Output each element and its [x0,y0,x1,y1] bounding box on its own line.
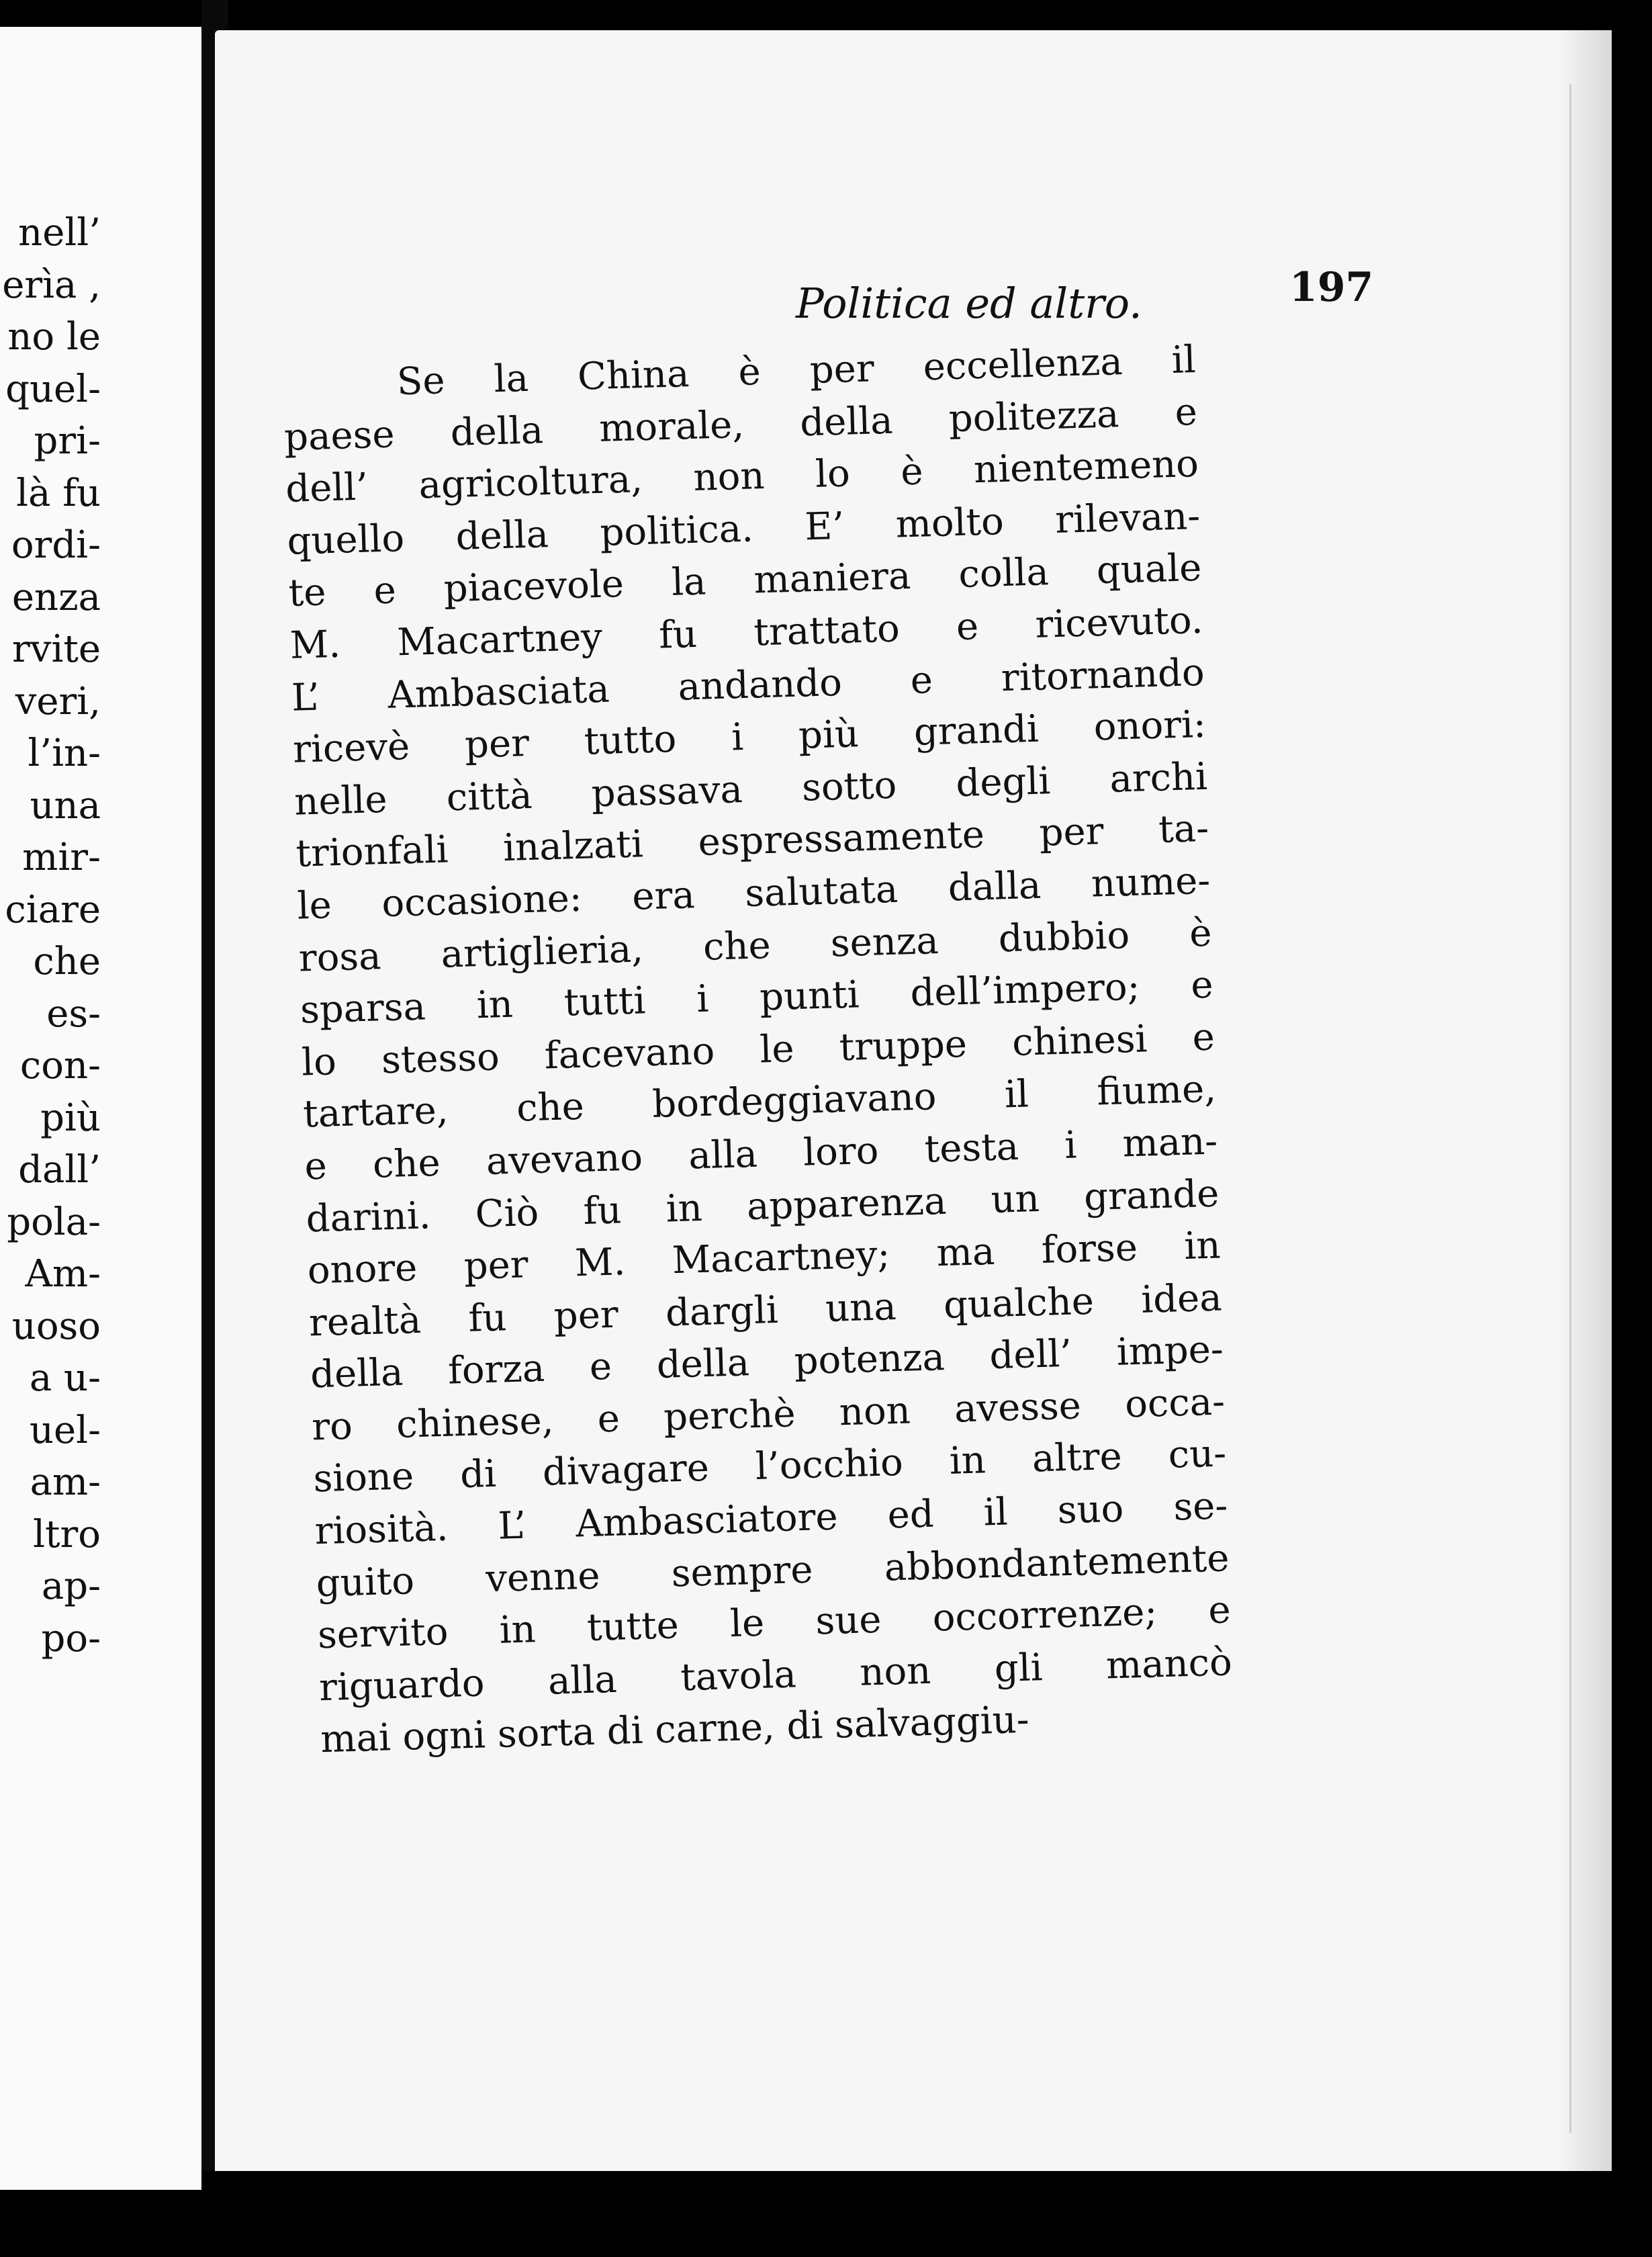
text-line: guito venne sempre abbondantemente [315,1536,1230,1605]
text-line: lo stesso facevano le truppe chinesi e [301,1015,1215,1085]
page-edge-shadow [1558,30,1612,2173]
text-line: e che avevano alla loro testa i man- [304,1119,1218,1189]
facing-line: uoso [11,1304,101,1348]
text-line: riguardo alla tavola non gli mancò [318,1640,1233,1710]
body-text [282,334,1234,1766]
text-line: M. Macartney fu trattato e ricevuto. [289,598,1204,668]
facing-line: pola- [7,1200,101,1244]
facing-line: ltro [33,1512,101,1556]
text-line: L’ Ambasciata andando e ritornando [291,650,1205,720]
text-line: sione di divagare l’occhio in altre cu- [312,1431,1227,1501]
facing-line: pri- [34,419,101,463]
facing-line: che [33,940,101,983]
facing-line: più [40,1096,101,1140]
facing-line: con- [19,1044,101,1088]
text-line: realtà fu per dargli una qualche idea [308,1276,1223,1345]
facing-line: rvite [12,627,101,671]
text-line: ro chinese, e perchè non avesse occa- [311,1380,1226,1450]
facing-page-left [0,27,204,2190]
text-line: onore per M. Macartney; ma forse in [306,1223,1222,1293]
facing-line: ordi- [11,523,101,567]
facing-line: erìa , [2,263,101,307]
facing-line: am- [30,1460,101,1504]
text-line: nelle città passava sotto degli archi [293,754,1208,824]
running-title: Politica ed altro. [796,279,1142,328]
facing-line: ap- [41,1564,101,1608]
text-line: ricevè per tutto i più grandi onori: [292,702,1207,772]
text-line: le occasione: era salutata dalla nume- [296,858,1211,928]
main-page [215,30,1612,2173]
text-line: quello della politica. E’ molto rilevan- [286,494,1201,564]
text-line: te e piacevole la maniera colla quale [287,546,1203,616]
page-edge-line [1569,84,1571,2133]
scan-border-bottom [201,2171,1652,2257]
text-line: riosità. L’ Ambasciatore ed il suo se- [314,1484,1229,1554]
text-line: darini. Ciò fu in apparenza un grande [305,1171,1220,1241]
text-line: paese della morale, della politezza e [283,390,1198,459]
facing-line: no le [7,315,101,359]
facing-page-text [2,207,101,1665]
facing-line: veri, [15,679,101,723]
facing-line: una [30,783,101,828]
text-line: dell’ agricoltura, non lo è nientemeno [285,442,1199,512]
facing-line: quel- [5,367,101,411]
facing-line: uel- [29,1408,101,1452]
facing-line: po- [41,1616,101,1661]
text-line: della forza e della potenza dell’ impe- [310,1327,1224,1397]
facing-line: ciare [5,887,101,932]
text-line: rosa artiglieria, che senza dubbio è [297,911,1213,981]
text-line: Se la China è per eccellenza il [396,338,1197,404]
facing-line: là fu [16,471,101,515]
text-line: sparsa in tutti i punti dell’impero; e [300,963,1214,1032]
scan-border-top [0,0,1652,30]
facing-line: enza [11,575,101,619]
facing-line: dall’ [18,1148,101,1192]
facing-line: Am- [25,1252,101,1296]
facing-line: nell’ [18,211,101,255]
page-number: 197 [1289,264,1374,311]
facing-line: l’in- [28,732,101,775]
facing-line: mir- [22,836,101,879]
text-line: mai ogni sorta di carne, di salvaggiu- [320,1698,1030,1762]
text-line: tartare, che bordeggiavano il fiume, [302,1067,1217,1137]
text-line: trionfali inalzati espressamente per ta- [295,807,1209,877]
facing-line: a u- [29,1356,101,1400]
text-line: servito in tutte le sue occorrenze; e [317,1588,1232,1658]
facing-line: es- [46,991,101,1036]
